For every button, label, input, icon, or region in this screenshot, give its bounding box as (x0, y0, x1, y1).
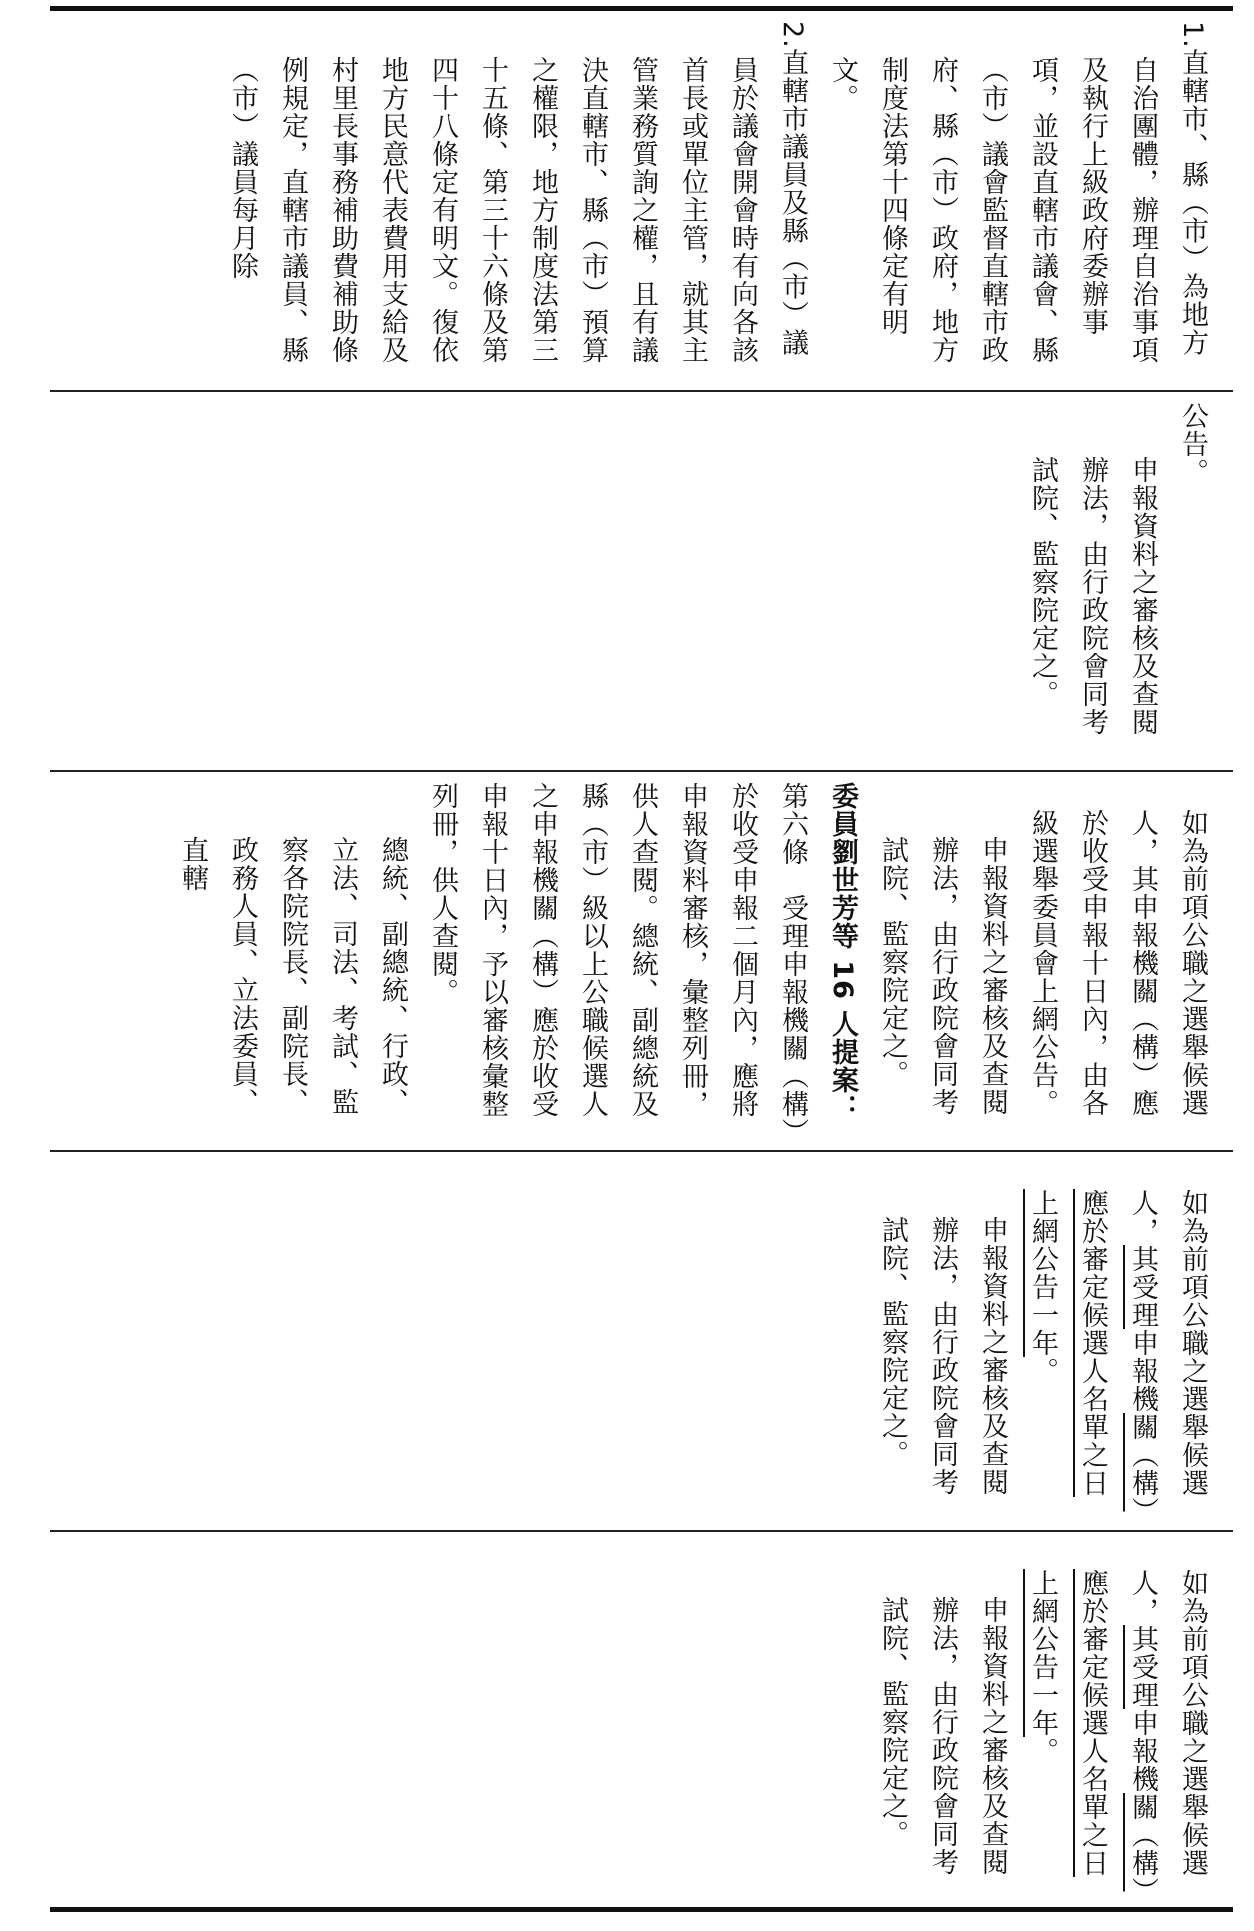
amended-text-cell (66, 1162, 1217, 1520)
explanation-row (50, 11, 1233, 390)
paragraph: 申報資料之審核及查閱辦法，由行政院會同考試院、監察院定之。 (1027, 456, 1158, 736)
underlined-amendment: 其受理 (1127, 1625, 1158, 1709)
underlined-amendment: 其受理 (1127, 1245, 1158, 1329)
amended-text-row (50, 1532, 1233, 1907)
amended-text-row (50, 1152, 1233, 1530)
paragraph: 公告。 (1177, 402, 1208, 486)
paragraph: 如為前項公職之選舉候選人，其受理申報機關（構）應於審定候選人名單之日上網公告一年。 (1027, 1569, 1208, 1892)
amended-text-cell (66, 1542, 1217, 1897)
explanation-item-1: 1.直轄市、縣（市）為地方自治團體，辦理自治事項及執行上級政府委辦事項，並設直轄市議會、縣（市）議會監督直轄市政府、縣（市）政府，地方制度法第十四條定有明文。 (827, 21, 1208, 365)
explanation-item-2: 2.直轄市議員及縣（市）議員於議會開會時有向各該首長或單位主管，就其主管業務質詢之權，且有議決直轄市、縣（市）預算之權限，地方制度法第三十五條、第三十六條及第四十八條定有明文。復依地方民意代表費用支給及村里長事務補助費補助條例規定，直轄市議員、縣（市）議員每月除 (227, 21, 808, 365)
article-text: 第六條 受理申報機關（構）於收受申報二個月內，應將申報資料審核，彙整列冊，供人查閱。總統、副總統及縣（市）級以上公職候選人之申報機關（構）應於收受申報十日內，予以審核彙整列冊，供人查閱。 (427, 782, 808, 1133)
committee-text-cell (66, 402, 1217, 760)
proposal-cell (66, 782, 1217, 1140)
paragraph: 如為前項公職之選舉候選人，其申報機關（構）應於收受申報十日內，由各級選舉委員會上網公告。 (1027, 809, 1208, 1117)
paragraph: 申報資料之審核及查閱辦法，由行政院會同考試院、監察院定之。 (877, 1216, 1008, 1496)
paragraph: 如為前項公職之選舉候選人，其受理申報機關（構）應於審定候選人名單之日上網公告一年。 (1027, 1189, 1208, 1512)
explanation-cell (66, 21, 1217, 380)
committee-text-row (50, 392, 1233, 770)
underlined-amendment: 關（構）應於審定候選人名單之日上網公告一年 (1027, 1189, 1158, 1512)
underlined-amendment: 關（構）應於審定候選人名單之日上網公告一年 (1027, 1569, 1158, 1892)
bottom-rule (50, 1907, 1233, 1912)
paragraph: 總統、副總統、行政、立法、司法、考試、監察各院院長、副院長、政務人員、立法委員、直轄 (177, 836, 408, 1116)
paragraph: 申報資料之審核及查閱辦法，由行政院會同考試院、監察院定之。 (877, 1596, 1008, 1876)
proposal-row (50, 772, 1233, 1150)
proposal-heading: 委員劉世芳等 16 人提案： (827, 782, 858, 1123)
paragraph: 申報資料之審核及查閱辦法，由行政院會同考試院、監察院定之。 (877, 836, 1008, 1116)
